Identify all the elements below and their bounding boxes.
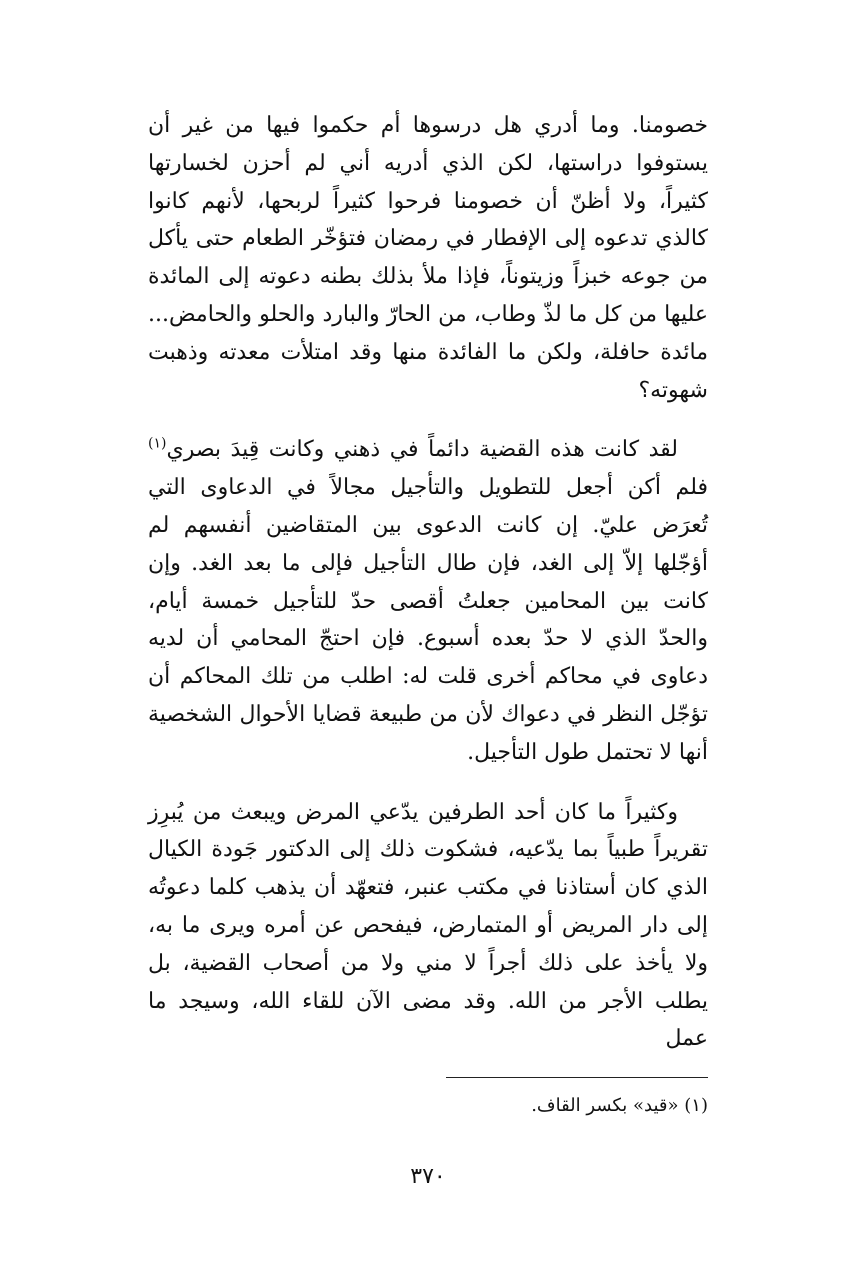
- paragraph-2: [148, 431, 708, 771]
- paragraph-gap: [148, 772, 708, 794]
- paragraph-1: خصومنا. وما أدري هل درسوها أم حكموا فيها من غير أن يستوفوا دراستها، لكن الذي أدريه أني لم أحزن لخسارتها كثيراً، ولا أظنّ أن خصومنا فرحوا كثيراً لربحها، لأنهم كانوا كالذي تدعوه إلى الإفطار في رمضان فتؤخّر الطعام حتى يأكل من جوعه خبزاً وزيتوناً، فإذا ملأ بذلك بطنه دعوته إلى المائدة عليها من كل ما لذّ وطاب، من الحارّ والبارد والحلو والحامض... مائدة حافلة، ولكن ما الفائدة منها وقد امتلأت معدته وذهبت شهوته؟: [148, 113, 708, 403]
- paragraph-2-rest: فلم أكن أجعل للتطويل والتأجيل مجالاً في الدعاوى التي تُعرَض عليّ. إن كانت الدعوى بين المتقاضين أنفسهم لم أؤجّلها إلاّ إلى الغد، فإن طال التأجيل فإلى ما بعد الغد. وإن كانت بين المحامين جعلتُ أقصى حدّ للتأجيل خمسة أيام، والحدّ الذي لا حدّ بعده أسبوع. فإن احتجّ المحامي أن لديه دعاوى في محاكم أخرى قلت له: اطلب من تلك المحاكم أن تؤجّل النظر في دعواك لأن من طبيعة قضايا الأحوال الشخصية أنها لا تحتمل طول التأجيل.: [148, 475, 708, 765]
- page-number: ٣٧٠: [410, 1164, 446, 1189]
- paragraph-3: وكثيراً ما كان أحد الطرفين يدّعي المرض ويبعث من يُبرِز تقريراً طبياً بما يدّعيه، فشكوت ذلك إلى الدكتور جَودة الكيال الذي كان أستاذنا في مكتب عنبر، فتعهّد أن يذهب كلما دعوتُه إلى دار المريض أو المتمارض، فيفحص عن أمره ويرى ما به، ولا يأخذ على ذلك أجراً لا مني ولا من أصحاب القضية، بل يطلب الأجر من الله. وقد مضى الآن للقاء الله، وسيجد ما عمل: [148, 799, 708, 1052]
- footnote-reference: (١): [148, 436, 167, 453]
- main-text: [148, 107, 708, 1058]
- footnote-divider: [446, 1077, 708, 1078]
- footnote: (١) «قيد» بكسر القاف.: [531, 1095, 708, 1116]
- paragraph-gap: [148, 409, 708, 431]
- paragraph-2-start: لقد كانت هذه القضية دائماً في ذهني وكانت قِيدَ بصري: [166, 437, 678, 463]
